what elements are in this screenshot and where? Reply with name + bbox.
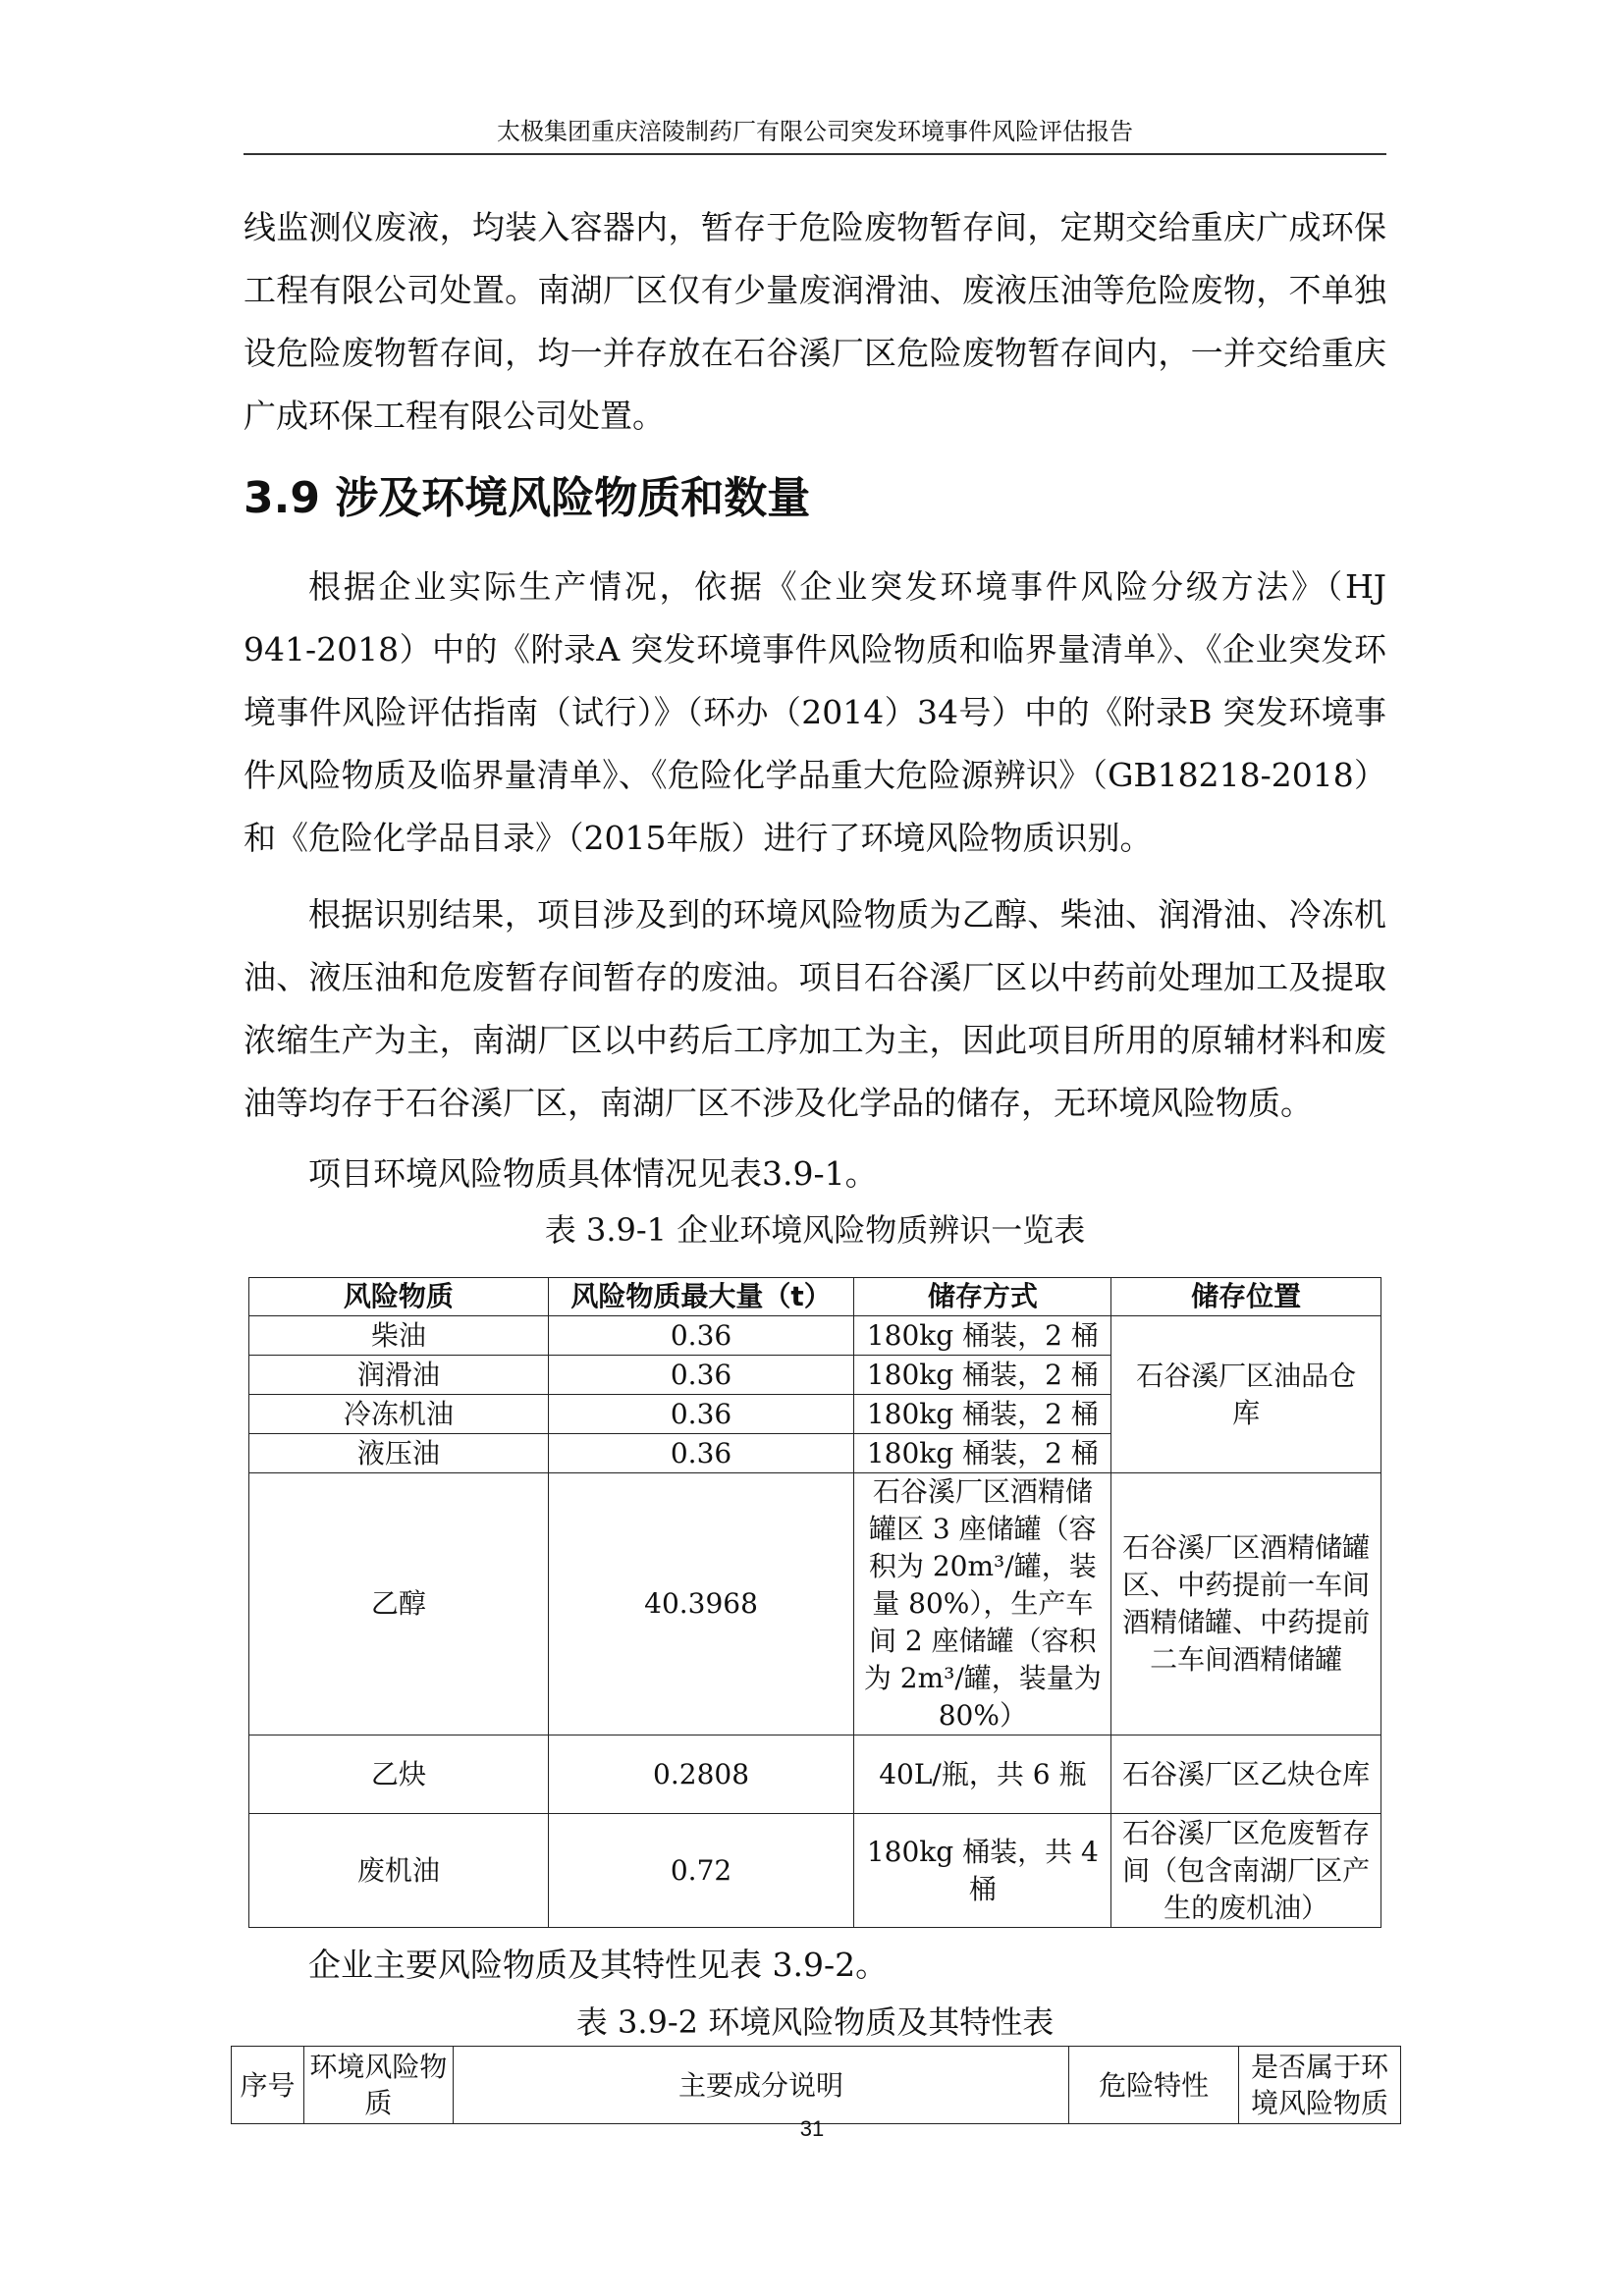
cell-amount: 0.36 [548,1434,854,1473]
cell-location-merged: 石谷溪厂区油品仓库 [1111,1316,1381,1473]
cell-amount: 0.72 [548,1814,854,1928]
cell-location: 石谷溪厂区危废暂存间（包含南湖厂区产生的废机油） [1111,1814,1381,1928]
col-header-substance: 风险物质 [249,1278,549,1316]
page-header: 太极集团重庆涪陵制药厂有限公司突发环境事件风险评估报告 [497,118,1133,145]
cell-substance: 废机油 [249,1814,549,1928]
cell-amount: 40.3968 [548,1473,854,1735]
table-row [249,1735,1381,1814]
cell-storage: 180kg 桶装，共 4 桶 [854,1814,1111,1928]
cell-storage: 180kg 桶装，2 桶 [854,1316,1111,1356]
table-row [249,1814,1381,1928]
table-row [249,1473,1381,1735]
table2-caption: 表 3.9-2 环境风险物质及其特性表 [575,2003,1055,2041]
cell-substance: 柴油 [249,1316,549,1356]
header-rule [244,153,1386,155]
col-header-storage: 储存方式 [854,1278,1111,1316]
table-header-row [232,2047,1401,2124]
cell-amount: 0.36 [548,1356,854,1395]
cell-amount: 0.36 [548,1316,854,1356]
cell-location: 石谷溪厂区乙炔仓库 [1111,1735,1381,1814]
table-row [249,1316,1381,1356]
paragraph-basis: 根据企业实际生产情况，依据《企业突发环境事件风险分级方法》（HJ 941-2018）中的《附录A 突发环境事件风险物质和临界量清单》、《企业突发环境事件风险评估指南（试行）》（环办（2014）34号）中的《附录B 突发环境事件风险物质及临界量清单》、《危险化学品重大危险源辨识》（GB18218-2018）和《危险化学品目录》（2015年版）进行了环境风险物质识别。 [244,567,1386,857]
col-header-composition: 主要成分说明 [453,2047,1068,2124]
col-header-is-risk: 是否属于环境风险物质 [1239,2047,1401,2124]
col-header-substance: 环境风险物质 [303,2047,453,2124]
table1-caption: 表 3.9-1 企业环境风险物质辨识一览表 [544,1211,1086,1249]
cell-substance: 冷冻机油 [249,1395,549,1434]
cell-substance: 乙醇 [249,1473,549,1735]
col-header-amount: 风险物质最大量（t） [548,1278,854,1316]
risk-substance-table [248,1277,1381,1928]
paragraph-hazardous-waste: 线监测仪废液，均装入容器内，暂存于危险废物暂存间，定期交给重庆广成环保工程有限公司处置。南湖厂区仅有少量废润滑油、废液压油等危险废物，不单独设危险废物暂存间，均一并存放在石谷溪厂区危险废物暂存间内，一并交给重庆广成环保工程有限公司处置。 [244,208,1386,435]
cell-storage: 石谷溪厂区酒精储罐区 3 座储罐（容积为 20m³/罐，装量 80%），生产车间 2 座储罐（容积为 2m³/罐，装量为 80%） [854,1473,1111,1735]
col-header-location: 储存位置 [1111,1278,1381,1316]
cell-storage: 40L/瓶，共 6 瓶 [854,1735,1111,1814]
page-number: 31 [799,2116,825,2141]
col-header-hazard: 危险特性 [1069,2047,1239,2124]
cell-location: 石谷溪厂区酒精储罐区、中药提前一车间酒精储罐、中药提前二车间酒精储罐 [1111,1473,1381,1735]
paragraph-results: 根据识别结果，项目涉及到的环境风险物质为乙醇、柴油、润滑油、冷冻机油、液压油和危废暂存间暂存的废油。项目石谷溪厂区以中药前处理加工及提取浓缩生产为主，南湖厂区以中药后工序加工为主，因此项目所用的原辅材料和废油等均存于石谷溪厂区，南湖厂区不涉及化学品的储存，无环境风险物质。 [244,895,1386,1122]
table-header-row [249,1278,1381,1316]
risk-property-table [231,2046,1401,2124]
cell-storage: 180kg 桶装，2 桶 [854,1434,1111,1473]
cell-amount: 0.2808 [548,1735,854,1814]
cell-substance: 液压油 [249,1434,549,1473]
cell-amount: 0.36 [548,1395,854,1434]
cell-storage: 180kg 桶装，2 桶 [854,1356,1111,1395]
cell-substance: 润滑油 [249,1356,549,1395]
section-heading: 3.9 涉及环境风险物质和数量 [244,473,811,523]
paragraph-table2-ref: 企业主要风险物质及其特性见表 3.9-2。 [308,1946,889,1984]
cell-substance: 乙炔 [249,1735,549,1814]
cell-storage: 180kg 桶装，2 桶 [854,1395,1111,1434]
col-header-index: 序号 [232,2047,304,2124]
paragraph-table-ref: 项目环境风险物质具体情况见表3.9-1。 [308,1154,878,1193]
